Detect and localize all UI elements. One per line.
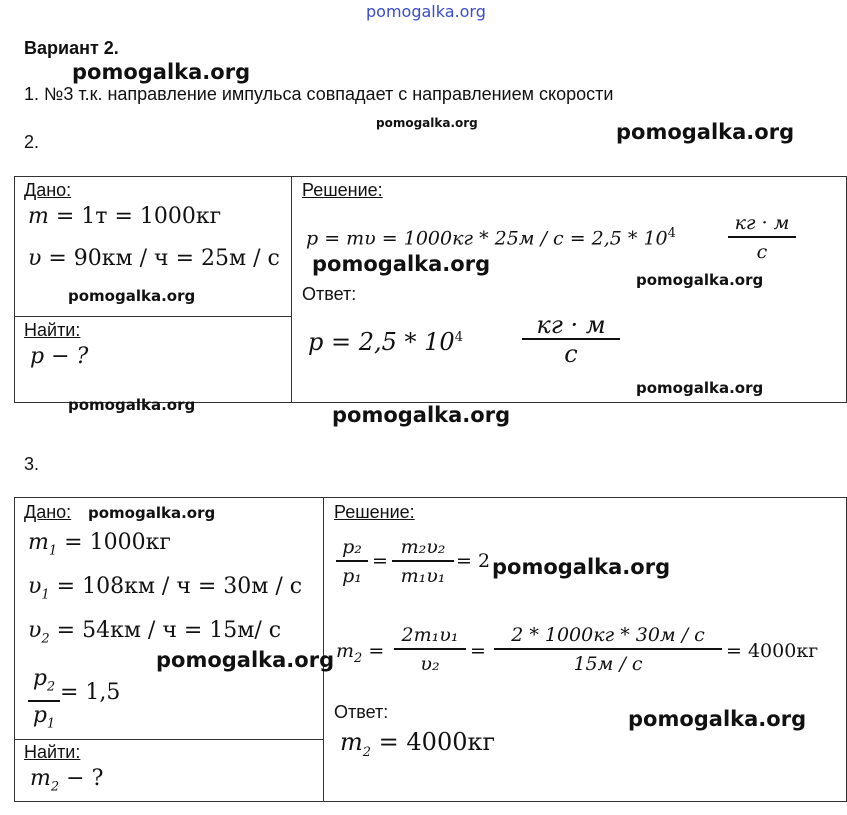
find-expression: p − ? xyxy=(30,344,89,369)
answer-unit-fraction xyxy=(522,312,620,368)
solution-label: Решение: xyxy=(302,180,383,200)
question-3-number: 3. xyxy=(24,454,40,474)
equals-sign: = xyxy=(470,640,486,662)
given-v1: $\upsilon_1 = 108км / ч = 30м / с$ xyxy=(28,574,303,603)
watermark: pomogalka.org xyxy=(636,271,764,289)
watermark: pomogalka.org xyxy=(636,379,764,397)
ratio-mv-fraction: m₂υ₂ m₁υ₁ xyxy=(392,534,454,590)
watermark: pomogalka.org xyxy=(376,116,478,130)
m2-formula-fraction: 2m₁υ₁ υ₂ xyxy=(394,622,466,678)
variant-title: Вариант 2. xyxy=(24,38,119,58)
watermark: pomogalka.org xyxy=(68,287,196,305)
ratio-p-fraction: p₂ p₁ xyxy=(336,534,368,590)
given-ratio-value: = 1,5 xyxy=(60,680,121,705)
watermark: pomogalka.org xyxy=(156,648,335,672)
watermark: pomogalka.org xyxy=(88,504,216,522)
m2-result: = 4000кг xyxy=(726,640,819,662)
ratio-result: = 2 xyxy=(456,550,491,572)
m2-numeric-fraction: 2 * 1000кг * 30м / с 15м / с xyxy=(494,622,722,678)
answer-equation: $p = 2,5 * 10^4$ xyxy=(308,328,463,356)
watermark: pomogalka.org xyxy=(332,403,511,427)
momentum-equation: $p = m\upsilon = 1000кг * 25м / с = 2,5 * 10^4$ xyxy=(306,226,676,250)
watermark: pomogalka.org xyxy=(616,120,795,144)
watermark: pomogalka.org xyxy=(312,252,491,276)
m2-symbol: $m_2$ = xyxy=(336,640,385,666)
given-label: Дано: xyxy=(24,180,72,200)
answer-equation: $m_2 = 4000кг$ xyxy=(340,728,496,760)
watermark: pomogalka.org xyxy=(72,60,251,84)
unit-numerator: кг · м xyxy=(536,311,606,339)
given-m1: $m_1 = 1000кг$ xyxy=(28,530,171,559)
find-label: Найти: xyxy=(24,742,81,762)
unit-denominator: с xyxy=(756,241,768,263)
unit-denominator: с xyxy=(564,340,578,368)
momentum-unit-fraction xyxy=(728,210,796,266)
given-v2: $\upsilon_2 = 54км / ч = 15м/$ с xyxy=(28,618,282,647)
watermark-top[interactable]: pomogalka.org xyxy=(366,2,486,21)
find-label: Найти: xyxy=(24,320,81,340)
answer-label: Ответ: xyxy=(334,702,389,722)
question-1-answer: 1. №3 т.к. направление импульса совпадает с направлением скорости xyxy=(24,84,614,104)
given-ratio-fraction: $p_2$ $p_1$ xyxy=(28,666,60,739)
question-2-number: 2. xyxy=(24,132,40,152)
task-2-given-find-divider xyxy=(14,316,291,317)
given-label: Дано: xyxy=(24,502,72,522)
unit-numerator: кг · м xyxy=(734,212,790,234)
watermark: pomogalka.org xyxy=(628,707,807,731)
task-2-divider xyxy=(291,176,292,403)
task-3-given-find-divider xyxy=(14,739,323,740)
given-mass: m = 1т = 1000кг xyxy=(28,204,222,229)
given-velocity: υ = 90км / ч = 25м / с xyxy=(28,246,280,271)
answer-label: Ответ: xyxy=(302,284,357,304)
find-expression: $m_2$ − ? xyxy=(30,766,104,795)
watermark: pomogalka.org xyxy=(492,555,671,579)
equals-sign: = xyxy=(372,550,388,572)
watermark: pomogalka.org xyxy=(68,396,196,414)
solution-label: Решение: xyxy=(334,502,415,522)
